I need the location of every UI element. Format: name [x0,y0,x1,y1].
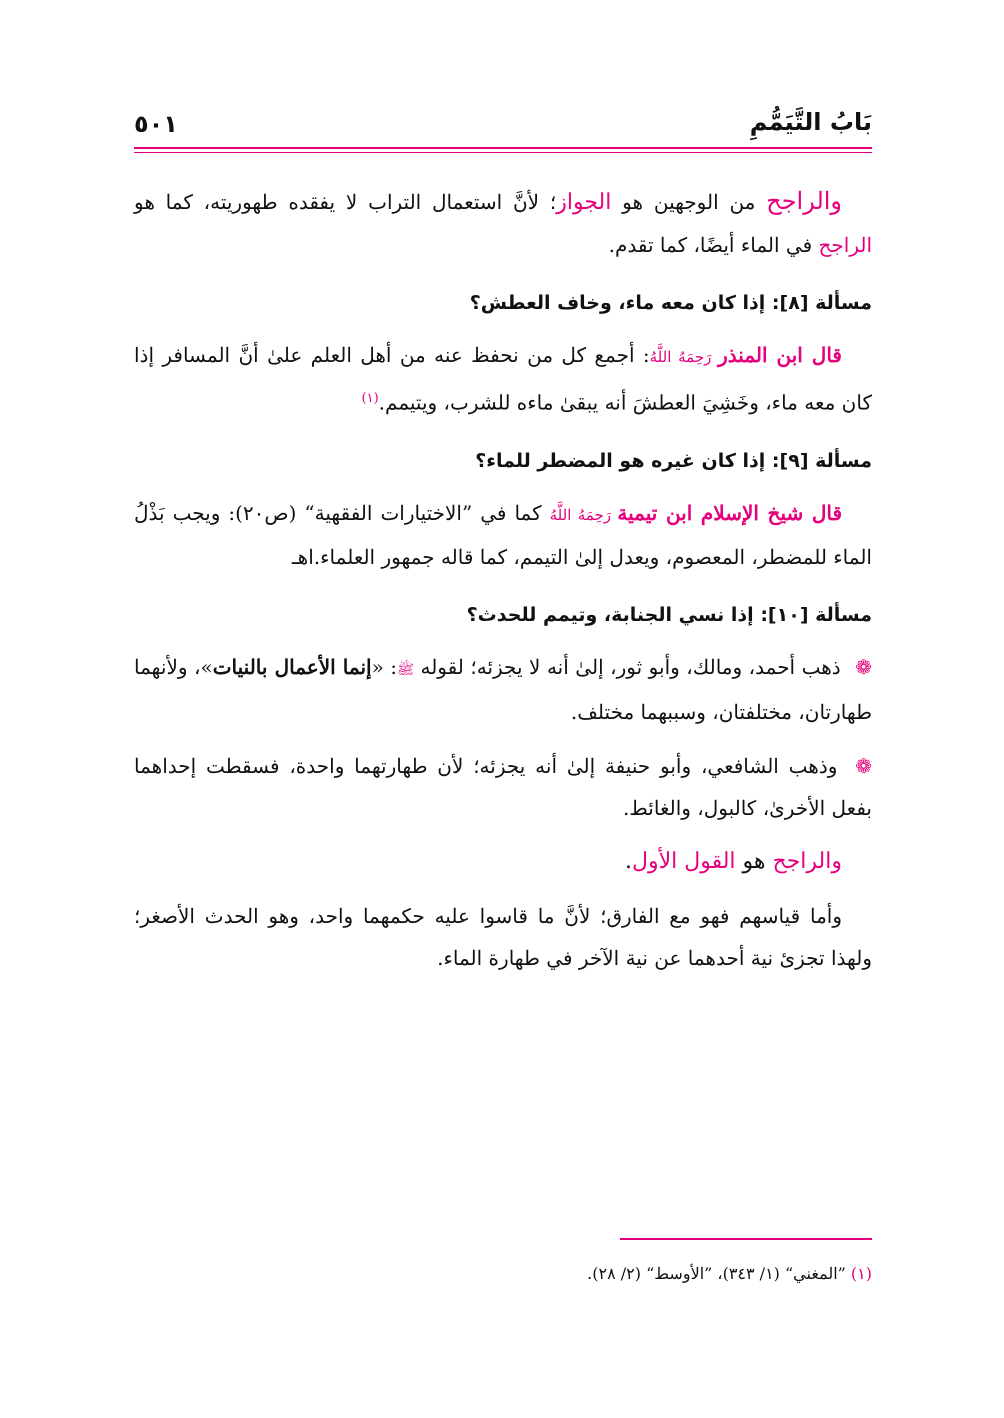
text: وأما قياسهم فهو مع الفارق؛ لأنَّ ما قاسوا عليه حكمهما واحد، وهو الحدث الأصغر؛ ولهذا تجزئ نية أحدهما عن نية الآخر في طهارة الماء. [134,903,872,970]
text: هو [735,848,773,874]
book-title: ”الاختيارات الفقهية“ [304,500,473,525]
footnote-reference[interactable]: (١) [361,391,379,406]
honorific: رَحِمَهُ اللَّهُ [649,348,719,366]
question-label: مسألة [١٠]: [760,603,872,626]
footnote-text: ”المغني“ (١/ ٣٤٣)، ”الأوسط“ (٢/ ٢٨). [587,1264,851,1283]
text: من الوجهين هو [611,190,767,214]
header-rule-thin [134,152,872,153]
flower-bullet-icon: ❁ [855,753,872,778]
hadith-text: إنما الأعمال بالنيات [212,654,372,679]
question-8-heading [134,286,872,320]
question-10-heading [134,598,872,632]
paragraph-qiyas [134,895,872,979]
question-9-heading [134,444,872,478]
question-label: مسألة [٨]: [771,292,872,314]
question-label: مسألة [٩]: [771,449,872,472]
answer-ibn-taymiyya [134,492,872,578]
footnote-number: (١) [850,1264,872,1283]
text: : « [371,654,398,679]
page-body [134,180,872,999]
honorific: رَحِمَهُ اللَّهُ [549,505,618,524]
speaker-name: قال ابن المنذر [718,343,842,367]
page-header [134,108,872,148]
opinion-ahmad [134,646,872,733]
flower-bullet-icon: ❁ [855,654,872,679]
term-rajih-2: الراجح [818,233,872,257]
text: ؛ لأنَّ استعمال التراب لا يفقده طهوريته، كما هو [134,190,557,214]
paragraph-jawaz [134,180,872,266]
answer-ibn-mundhir [134,334,872,424]
term-rajih: والراجح [766,187,843,215]
text: . [624,848,632,874]
chapter-title: بَابُ التَّيَمُّمِ [749,108,872,136]
term-rajih-3: والراجح [772,848,842,874]
speaker-name: قال شيخ الإسلام ابن تيمية [617,500,843,525]
opinion-shafii [134,745,872,829]
verdict [134,841,872,883]
text: (ص٢٠): ويجب بَذْلُ الماء للمضطر، المعصوم، ويعدل إلىٰ التيمم، كما قاله جمهور العلماء.اهـ [134,500,872,569]
question-title: إذا نسي الجنابة، وتيمم للحدث؟ [466,603,761,626]
footnote [134,1262,872,1286]
text: كما في [472,500,550,525]
header-rule-thick [134,147,872,149]
question-title: إذا كان غيره هو المضطر للماء؟ [475,449,772,472]
text: في الماء أيضًا، كما تقدم. [608,233,819,257]
term-jawaz: الجواز [556,190,612,215]
salawat-glyph: ﷺ [397,661,414,678]
page-number: ٥٠١ [134,110,178,138]
text: وذهب الشافعي، وأبو حنيفة إلىٰ أنه يجزئه؛ لأن طهارتهما واحدة، فسقطت إحداهما بفعل الأخرىٰ، كالبول، والغائط. [134,753,872,820]
text: ذهب أحمد، ومالك، وأبو ثور، إلىٰ أنه لا يجزئه؛ لقوله [413,654,848,679]
verdict-opinion: القول الأول [631,848,736,874]
text: »، ولأنهما طهارتان، مختلفتان، وسببهما مختلف. [134,654,872,724]
question-title: إذا كان معه ماء، وخاف العطش؟ [469,292,772,314]
footnote-divider [620,1238,872,1240]
text: : أجمع كل من نحفظ عنه من أهل العلم علىٰ أنَّ المسافر إذا كان معه ماء، وخَشِيَ العطشَ أنه يبقىٰ ماءه للشرب، ويتيمم. [134,343,872,415]
